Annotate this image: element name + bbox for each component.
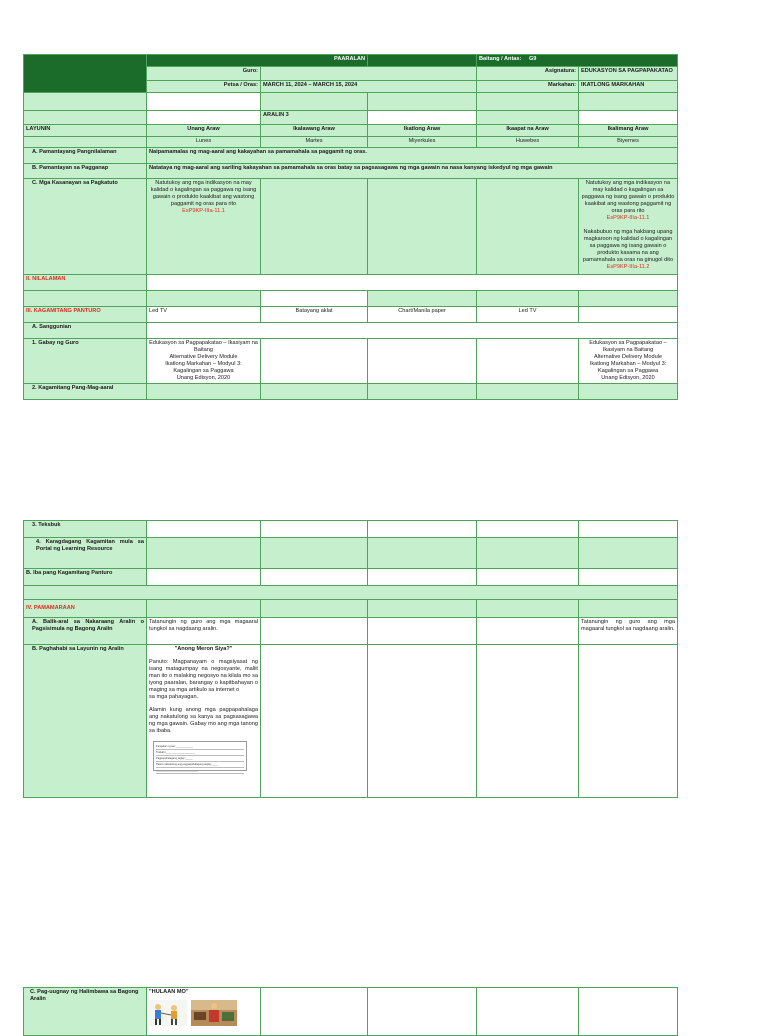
- alamin-text: Alamin kung anong mga pagpapahalaga ang nakatulong sa kanya sa pagsasagawa ng mga gawain. Gabay mo ang mga tanong sa ibaba.: [149, 706, 258, 734]
- form-line: Paano nakatulong ang pagpapahalagang taglay:____: [156, 762, 244, 768]
- competencies-label: C. Mga Kasanayan sa Pagkatuto: [24, 179, 147, 275]
- guide-line: Edukasyon sa Pagpapakatao – Ikasiyam na Baitang: [149, 340, 258, 353]
- material-2: Batayang aklat: [261, 307, 368, 323]
- lesson-number: ARALIN 3: [261, 111, 368, 125]
- competencies-day1: [147, 179, 261, 275]
- form-line: Pagpapahalagang taglay:_____: [156, 756, 244, 762]
- competencies-day5: [579, 179, 678, 275]
- form-line: Pangalan ng tao:____________: [156, 744, 244, 750]
- other-materials-label: B. Iba pang Kagamitang Panturo: [24, 569, 147, 586]
- grade-value: G9: [528, 56, 537, 62]
- motive-label: B. Paghahabi sa Layunin ng Aralin: [24, 645, 147, 798]
- portal-label: 4. Karagdagang Kagamitan mula sa Portal ng Learning Resource: [24, 538, 147, 569]
- day-name-3: Miyerkules: [368, 137, 477, 148]
- example-pictures: [149, 1000, 258, 1026]
- person-working-image: [149, 1000, 187, 1026]
- review-label: A. Balik-aral sa Nakaraang Aralin o Pagsisimula ng Bagong Aralin: [24, 618, 147, 645]
- day-header-1: Unang Araw: [147, 125, 261, 137]
- school-label: PAARALAN: [147, 55, 368, 67]
- competency-code: EsP9KP-IIIa-11.2: [606, 263, 650, 270]
- date-label: Petsa / Oras:: [147, 81, 261, 93]
- layunin-label: LAYUNIN: [24, 125, 147, 137]
- learner-materials-label: 2. Kagamitang Pang-Mag-aaral: [24, 383, 147, 399]
- logo-cell: [24, 55, 147, 93]
- review-day5: Tatanungin ng guro ang mga magaaral tungkol sa nagdaang aralin.: [579, 618, 678, 645]
- form-line: Trabaho:____________________: [156, 750, 244, 756]
- motive-day1: [147, 645, 261, 798]
- subject-value: EDUKASYON SA PAGPAPAKATAO: [579, 67, 678, 81]
- workshop-image: [191, 1000, 237, 1026]
- performance-standard-label: B. Pamantayan sa Pagganap: [24, 164, 147, 179]
- material-1: Led TV: [147, 307, 261, 323]
- day-header-3: Ikatlong Araw: [368, 125, 477, 137]
- guide-line: Ikatlong Markahan – Modyul 3:: [589, 360, 667, 367]
- competency-code: EsP9KP-IIIa-11.1: [606, 214, 650, 221]
- example-day1: [147, 988, 261, 1036]
- content-standard-text: Naipamamalas ng mag-aaral ang kakayahan sa pamamahala sa paggamit ng oras.: [147, 148, 678, 164]
- competency-code: EsP9KP-IIIa-11.1: [182, 207, 225, 214]
- competency-text: Natutukoy ang mga indikasyon na may kalidad o kagalingan sa paggawa ng isang gawain o produkto kaakibat ang wastong paggamit ng oras para rito: [150, 180, 257, 207]
- day-header-5: Ikalimang Araw: [579, 125, 678, 137]
- day-name-2: Martes: [261, 137, 368, 148]
- dll-continuation-table: [23, 987, 678, 1036]
- dll-procedure-table: [23, 520, 678, 798]
- day-header-2: Ikalawang Araw: [261, 125, 368, 137]
- school-value: [368, 55, 477, 67]
- example-label: C. Pag-uugnay ng Halimbawa sa Bagong Aralin: [24, 988, 147, 1036]
- instructions-text-end: sa mga pahayagan.: [149, 693, 199, 700]
- date-value: MARCH 11, 2024 – MARCH 15, 2024: [261, 81, 477, 93]
- guide-line: Unang Edisyon, 2020: [176, 374, 231, 381]
- teacher-guide-day5: [579, 339, 678, 384]
- content-standard-label: A. Pamantayang Pangnilalaman: [24, 148, 147, 164]
- dll-header-table: [23, 54, 678, 400]
- teacher-guide-label: 1. Gabay ng Guro: [24, 339, 147, 384]
- nilalaman-label: II. NILALAMAN: [24, 275, 147, 291]
- grade-label: Baitang / Antas:: [479, 56, 522, 62]
- form-line: _____________________________: [156, 768, 244, 774]
- pamamaraan-label: IV. PAMAMARAAN: [24, 600, 147, 618]
- teksbuk-label: 3. Teksbuk: [24, 521, 147, 538]
- material-4: Led TV: [477, 307, 579, 323]
- guide-line: Alternative Delivery Module: [169, 353, 238, 360]
- interview-form-image: [153, 741, 247, 771]
- activity-title: "HULAAN MO": [149, 989, 189, 995]
- guide-line: Alternative Delivery Module: [593, 353, 663, 360]
- teacher-label: Guro:: [147, 67, 261, 81]
- day-name-1: Lunes: [147, 137, 261, 148]
- guide-line: Kagalingan sa Paggawa: [597, 367, 659, 374]
- guide-line: Unang Edisyon, 2020: [601, 374, 655, 381]
- material-3: Chart/Manila paper: [368, 307, 477, 323]
- competency-text: Nakabubuo ng mga hakbang upang magkaroon ng kalidad o kagalingan sa paggawa ng isang gawain o produkto kasama na ang pamamahala sa oras na ginugol dito: [582, 228, 674, 263]
- guide-line: Kagalingan sa Paggawa: [173, 367, 234, 374]
- day-name-5: Biyernes: [579, 137, 678, 148]
- grade-cell: [477, 55, 678, 67]
- activity-title: "Anong Meron Siya?": [174, 646, 233, 652]
- day-header-4: Ikaapat na Araw: [477, 125, 579, 137]
- quarter-label: Markahan:: [477, 81, 579, 93]
- guide-line: Edukasyon sa Pagpapakatao – Ikasiyam na Baitang: [589, 340, 667, 353]
- quarter-value: IKATLONG MARKAHAN: [579, 81, 678, 93]
- instructions-text: Panuto: Magpanayam o magsiyasat ng isang matagumpay na negosyante, maliit man ito o malaking negosyo na kilala mo sa iyong paaralan, barangay o kapitbahayan o maging sa mga artikulo sa internet o: [149, 658, 258, 693]
- teacher-guide-day1: [147, 339, 261, 384]
- day-name-4: Huwebes: [477, 137, 579, 148]
- sanggunian-label: A. Sanggunian: [24, 323, 147, 339]
- teacher-value: [261, 67, 477, 81]
- competency-text: Natutukoy ang mga indikasyon na may kalidad o kagalingan sa paggawa ng isang gawain o produkto kaakibat ang wastong paggamit ng oras para rito: [581, 180, 675, 214]
- review-day1: Tatanungin ng guro ang mga magaaral tungkol sa nagdaang aralin.: [147, 618, 261, 645]
- kagamitan-label: III. KAGAMITANG PANTURO: [24, 307, 147, 323]
- guide-line: Ikatlong Markahan – Modyul 3:: [165, 360, 242, 367]
- subject-label: Asignatura:: [477, 67, 579, 81]
- performance-standard-text: Natataya ng mag-aaral ang sariling kakayahan sa pamamahala sa oras batay sa pagsasagawa ng mga gawain na nasa kanyang iskedyul ng mga gawain: [147, 164, 678, 179]
